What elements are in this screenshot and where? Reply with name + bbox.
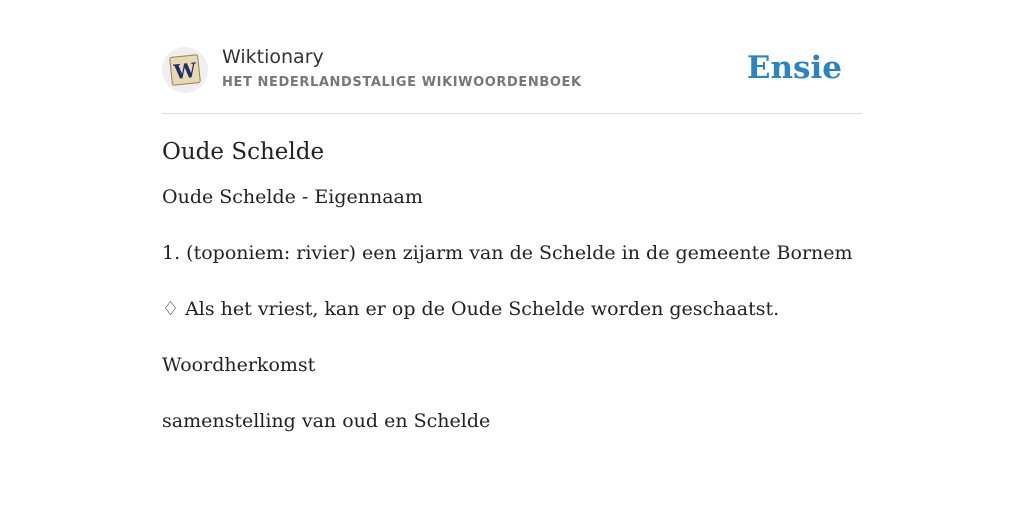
example-sentence: ♢ Als het vriest, kan er op de Oude Schelde worden geschaatst. — [162, 298, 780, 320]
wiktionary-logo-icon[interactable] — [162, 47, 208, 93]
etymology-text: samenstelling van oud en Schelde — [162, 410, 491, 432]
logo-letter: W — [172, 57, 198, 85]
ensie-brand-link[interactable]: Ensie — [746, 50, 842, 86]
definition-text: 1. (toponiem: rivier) een zijarm van de Schelde in de gemeente Bornem — [162, 242, 853, 264]
etymology-heading: Woordherkomst — [162, 354, 316, 376]
site-name[interactable]: Wiktionary — [222, 46, 324, 68]
wiktionary-tile-icon — [168, 53, 202, 87]
entry-content — [162, 137, 862, 465]
entry-heading-line: Oude Schelde - Eigennaam — [162, 186, 423, 208]
header-divider — [162, 113, 862, 114]
site-header — [162, 44, 862, 100]
site-subtitle: HET NEDERLANDSTALIGE WIKIWOORDENBOEK — [222, 75, 582, 90]
page-title: Oude Schelde — [162, 139, 325, 165]
